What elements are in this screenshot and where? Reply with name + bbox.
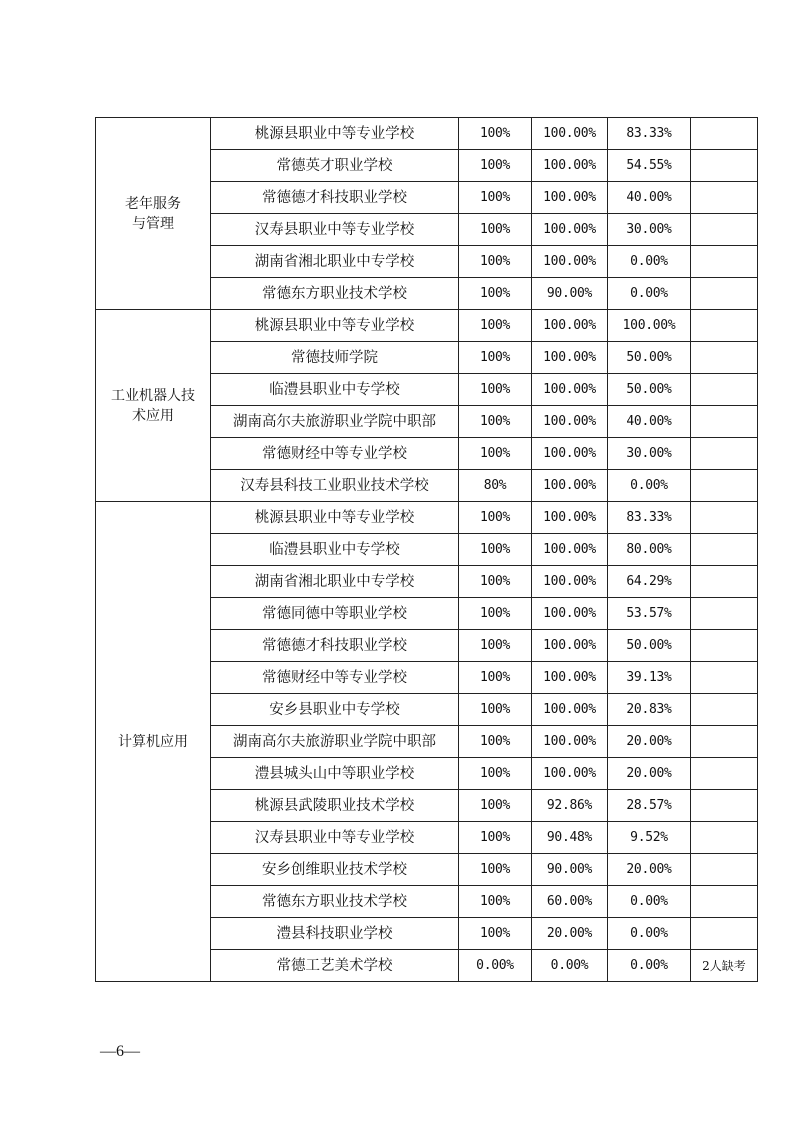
note-cell xyxy=(691,758,758,790)
page-number: —6— xyxy=(100,1043,140,1060)
rate-2-cell: 60.00% xyxy=(532,886,608,918)
rate-1-cell: 100% xyxy=(459,406,532,438)
rate-1-cell: 100% xyxy=(459,598,532,630)
rate-3-cell: 20.00% xyxy=(608,854,691,886)
rate-3-cell: 20.00% xyxy=(608,726,691,758)
note-cell xyxy=(691,278,758,310)
rate-1-cell: 100% xyxy=(459,918,532,950)
rate-2-cell: 100.00% xyxy=(532,246,608,278)
rate-3-cell: 40.00% xyxy=(608,182,691,214)
rate-3-cell: 53.57% xyxy=(608,598,691,630)
school-name-cell: 常德工艺美术学校 xyxy=(211,950,459,982)
school-name-cell: 汉寿县职业中等专业学校 xyxy=(211,822,459,854)
major-name-line: 与管理 xyxy=(132,215,174,232)
rate-2-cell: 90.00% xyxy=(532,854,608,886)
rate-2-cell: 90.48% xyxy=(532,822,608,854)
note-cell xyxy=(691,918,758,950)
school-name-cell: 常德东方职业技术学校 xyxy=(211,278,459,310)
rate-1-cell: 100% xyxy=(459,790,532,822)
rate-2-cell: 100.00% xyxy=(532,374,608,406)
rate-1-cell: 100% xyxy=(459,214,532,246)
rate-3-cell: 0.00% xyxy=(608,246,691,278)
major-name-line: 工业机器人技 xyxy=(111,387,195,404)
rate-1-cell: 100% xyxy=(459,886,532,918)
rate-1-cell: 0.00% xyxy=(459,950,532,982)
note-cell xyxy=(691,534,758,566)
rate-1-cell: 80% xyxy=(459,470,532,502)
note-cell xyxy=(691,438,758,470)
note-cell xyxy=(691,822,758,854)
school-name-cell: 常德财经中等专业学校 xyxy=(211,438,459,470)
rate-2-cell: 100.00% xyxy=(532,470,608,502)
school-name-cell: 澧县科技职业学校 xyxy=(211,918,459,950)
note-cell xyxy=(691,886,758,918)
rate-2-cell: 100.00% xyxy=(532,566,608,598)
school-name-cell: 常德德才科技职业学校 xyxy=(211,630,459,662)
rate-1-cell: 100% xyxy=(459,758,532,790)
rate-1-cell: 100% xyxy=(459,438,532,470)
rate-3-cell: 83.33% xyxy=(608,118,691,150)
rate-3-cell: 50.00% xyxy=(608,630,691,662)
rate-2-cell: 100.00% xyxy=(532,598,608,630)
rate-3-cell: 50.00% xyxy=(608,374,691,406)
rate-1-cell: 100% xyxy=(459,150,532,182)
note-cell xyxy=(691,598,758,630)
school-name-cell: 湖南省湘北职业中专学校 xyxy=(211,566,459,598)
rate-3-cell: 39.13% xyxy=(608,662,691,694)
school-name-cell: 临澧县职业中专学校 xyxy=(211,374,459,406)
note-cell: 2人缺考 xyxy=(691,950,758,982)
rate-1-cell: 100% xyxy=(459,726,532,758)
table-row xyxy=(96,310,758,342)
rate-1-cell: 100% xyxy=(459,534,532,566)
rate-2-cell: 100.00% xyxy=(532,150,608,182)
note-cell xyxy=(691,214,758,246)
rate-2-cell: 100.00% xyxy=(532,726,608,758)
note-cell xyxy=(691,150,758,182)
note-cell xyxy=(691,566,758,598)
rate-2-cell: 100.00% xyxy=(532,758,608,790)
results-table-body xyxy=(96,118,758,982)
rate-2-cell: 100.00% xyxy=(532,694,608,726)
rate-3-cell: 0.00% xyxy=(608,886,691,918)
rate-3-cell: 30.00% xyxy=(608,438,691,470)
rate-2-cell: 100.00% xyxy=(532,630,608,662)
school-name-cell: 桃源县武陵职业技术学校 xyxy=(211,790,459,822)
note-cell xyxy=(691,694,758,726)
rate-3-cell: 28.57% xyxy=(608,790,691,822)
rate-3-cell: 0.00% xyxy=(608,470,691,502)
rate-1-cell: 100% xyxy=(459,822,532,854)
school-name-cell: 湖南高尔夫旅游职业学院中职部 xyxy=(211,406,459,438)
school-name-cell: 常德财经中等专业学校 xyxy=(211,662,459,694)
rate-1-cell: 100% xyxy=(459,854,532,886)
note-cell xyxy=(691,310,758,342)
note-cell xyxy=(691,470,758,502)
rate-2-cell: 100.00% xyxy=(532,502,608,534)
school-name-cell: 常德东方职业技术学校 xyxy=(211,886,459,918)
rate-1-cell: 100% xyxy=(459,342,532,374)
rate-2-cell: 100.00% xyxy=(532,118,608,150)
rate-2-cell: 0.00% xyxy=(532,950,608,982)
school-name-cell: 常德德才科技职业学校 xyxy=(211,182,459,214)
major-name-line: 计算机应用 xyxy=(118,733,188,750)
major-cell xyxy=(96,118,211,310)
rate-2-cell: 20.00% xyxy=(532,918,608,950)
school-name-cell: 桃源县职业中等专业学校 xyxy=(211,310,459,342)
major-name-line: 老年服务 xyxy=(125,195,181,212)
rate-3-cell: 64.29% xyxy=(608,566,691,598)
school-name-cell: 临澧县职业中专学校 xyxy=(211,534,459,566)
note-cell xyxy=(691,374,758,406)
rate-1-cell: 100% xyxy=(459,662,532,694)
rate-2-cell: 100.00% xyxy=(532,438,608,470)
rate-1-cell: 100% xyxy=(459,502,532,534)
note-cell xyxy=(691,630,758,662)
rate-2-cell: 100.00% xyxy=(532,310,608,342)
rate-3-cell: 50.00% xyxy=(608,342,691,374)
rate-3-cell: 54.55% xyxy=(608,150,691,182)
school-name-cell: 常德技师学院 xyxy=(211,342,459,374)
rate-1-cell: 100% xyxy=(459,246,532,278)
rate-3-cell: 0.00% xyxy=(608,278,691,310)
note-cell xyxy=(691,662,758,694)
note-cell xyxy=(691,246,758,278)
school-name-cell: 湖南高尔夫旅游职业学院中职部 xyxy=(211,726,459,758)
note-cell xyxy=(691,854,758,886)
rate-2-cell: 92.86% xyxy=(532,790,608,822)
school-name-cell: 安乡县职业中专学校 xyxy=(211,694,459,726)
note-cell xyxy=(691,342,758,374)
school-name-cell: 湖南省湘北职业中专学校 xyxy=(211,246,459,278)
rate-1-cell: 100% xyxy=(459,694,532,726)
rate-3-cell: 80.00% xyxy=(608,534,691,566)
school-name-cell: 桃源县职业中等专业学校 xyxy=(211,502,459,534)
rate-1-cell: 100% xyxy=(459,630,532,662)
rate-1-cell: 100% xyxy=(459,310,532,342)
note-cell xyxy=(691,790,758,822)
rate-3-cell: 40.00% xyxy=(608,406,691,438)
note-cell xyxy=(691,406,758,438)
rate-3-cell: 0.00% xyxy=(608,918,691,950)
major-cell xyxy=(96,502,211,982)
rate-1-cell: 100% xyxy=(459,374,532,406)
rate-2-cell: 90.00% xyxy=(532,278,608,310)
school-name-cell: 桃源县职业中等专业学校 xyxy=(211,118,459,150)
rate-2-cell: 100.00% xyxy=(532,662,608,694)
note-cell xyxy=(691,502,758,534)
rate-3-cell: 20.00% xyxy=(608,758,691,790)
rate-3-cell: 100.00% xyxy=(608,310,691,342)
rate-3-cell: 20.83% xyxy=(608,694,691,726)
rate-3-cell: 83.33% xyxy=(608,502,691,534)
school-name-cell: 安乡创维职业技术学校 xyxy=(211,854,459,886)
results-table xyxy=(95,117,758,982)
school-name-cell: 常德同德中等职业学校 xyxy=(211,598,459,630)
rate-1-cell: 100% xyxy=(459,182,532,214)
table-row xyxy=(96,502,758,534)
school-name-cell: 常德英才职业学校 xyxy=(211,150,459,182)
major-cell xyxy=(96,310,211,502)
rate-2-cell: 100.00% xyxy=(532,534,608,566)
note-cell xyxy=(691,118,758,150)
school-name-cell: 澧县城头山中等职业学校 xyxy=(211,758,459,790)
school-name-cell: 汉寿县职业中等专业学校 xyxy=(211,214,459,246)
major-name-line: 术应用 xyxy=(132,407,174,424)
school-name-cell: 汉寿县科技工业职业技术学校 xyxy=(211,470,459,502)
rate-2-cell: 100.00% xyxy=(532,406,608,438)
table-row xyxy=(96,118,758,150)
note-cell xyxy=(691,182,758,214)
note-cell xyxy=(691,726,758,758)
rate-3-cell: 0.00% xyxy=(608,950,691,982)
rate-1-cell: 100% xyxy=(459,278,532,310)
rate-3-cell: 9.52% xyxy=(608,822,691,854)
rate-2-cell: 100.00% xyxy=(532,342,608,374)
rate-2-cell: 100.00% xyxy=(532,182,608,214)
rate-2-cell: 100.00% xyxy=(532,214,608,246)
rate-1-cell: 100% xyxy=(459,566,532,598)
rate-3-cell: 30.00% xyxy=(608,214,691,246)
rate-1-cell: 100% xyxy=(459,118,532,150)
